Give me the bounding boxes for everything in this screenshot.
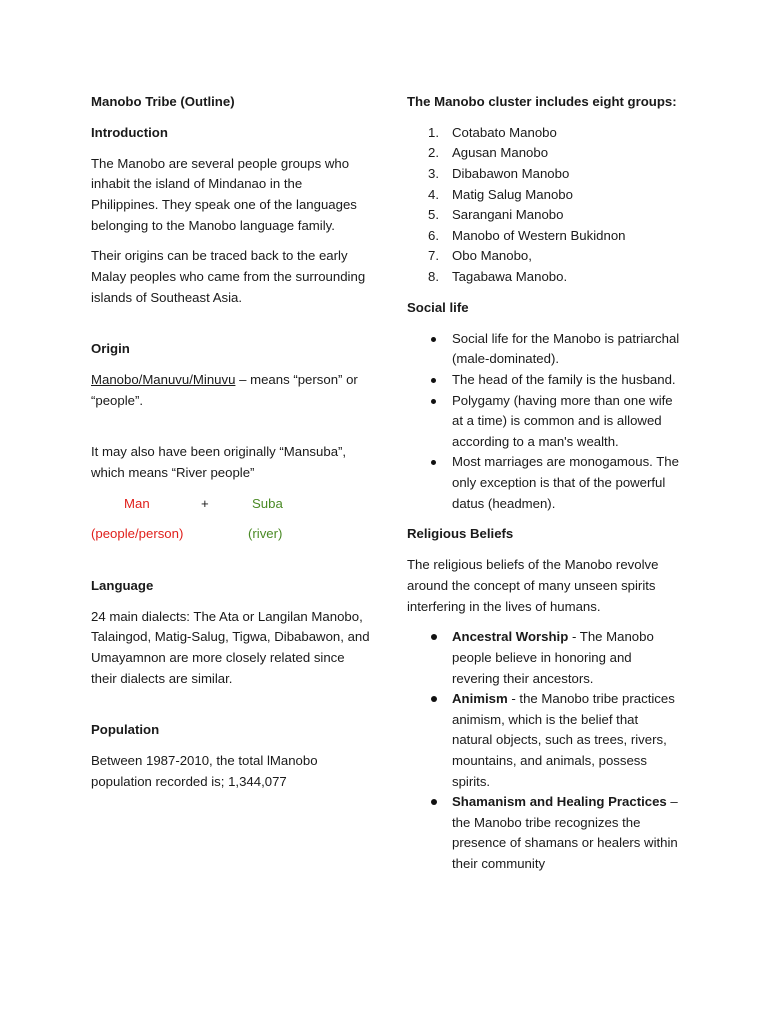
- etymology-river: (river): [248, 526, 283, 542]
- list-number: 5.: [428, 207, 439, 223]
- list-item: [407, 185, 682, 206]
- social-life-heading: Social life: [407, 299, 469, 315]
- list-number: 3.: [428, 166, 439, 182]
- list-item: [407, 792, 682, 874]
- etymology-row-meanings: [91, 524, 373, 545]
- etymology-suba: Suba: [252, 495, 283, 511]
- population-paragraph: Between 1987-2010, the total lManobo population recorded is; 1,344,077: [91, 753, 318, 789]
- list-number: 8.: [428, 269, 439, 285]
- bullet-text: Polygamy (having more than one wife at a time) is common and is allowed according to a man's wealth.: [452, 392, 673, 449]
- origin-term: Manobo/Manuvu/Minuvu: [91, 372, 236, 388]
- list-number: 7.: [428, 248, 439, 264]
- bullet-icon: [431, 799, 437, 805]
- etymology-plus: +: [201, 495, 209, 511]
- list-item: [407, 370, 682, 391]
- bullet-icon: [431, 337, 436, 342]
- belief-text: - the Manobo tribe practices animism, which is the belief that natural objects, such as trees, rivers, mountains, and animals, possess spirits.: [452, 691, 675, 789]
- bullet-icon: [431, 378, 436, 383]
- belief-term: Ancestral Worship: [452, 629, 569, 645]
- list-item: [407, 143, 682, 164]
- group-name: Agusan Manobo: [452, 145, 549, 161]
- introduction-paragraph-2: Their origins can be traced back to the early Malay peoples who came from the surrounding islands of Southeast Asia.: [91, 248, 366, 305]
- list-item: [407, 246, 682, 267]
- language-paragraph: 24 main dialects: The Ata or Langilan Manobo, Talaingod, Matig-Salug, Tigwa, Dibabawon, and Umayamnon are more closely related since their dialects are similar.: [91, 608, 370, 686]
- group-name: Tagabawa Manobo.: [452, 269, 568, 285]
- list-item: [407, 452, 682, 514]
- list-item: [407, 267, 682, 288]
- belief-text: – the Manobo tribe recognizes the presence of shamans or healers within their community: [452, 794, 678, 871]
- group-name: Manobo of Western Bukidnon: [452, 227, 626, 243]
- list-item: [407, 123, 682, 144]
- bullet-text: Most marriages are monogamous. The only exception is that of the powerful datus (headmen).: [452, 454, 679, 511]
- group-name: Sarangani Manobo: [452, 207, 564, 223]
- group-name: Matig Salug Manobo: [452, 186, 573, 202]
- social-life-list: [407, 329, 682, 514]
- origin-paragraph-2: It may also have been originally “Mansuba”, which means “River people”: [91, 444, 347, 480]
- list-item: [407, 627, 682, 689]
- etymology-row-words: [91, 494, 373, 515]
- etymology-man: Man: [124, 495, 150, 511]
- list-number: 6.: [428, 227, 439, 243]
- group-name: Dibabawon Manobo: [452, 166, 570, 182]
- list-item: [407, 164, 682, 185]
- religious-beliefs-heading: Religious Beliefs: [407, 526, 514, 542]
- belief-term: Animism: [452, 691, 508, 707]
- introduction-heading: Introduction: [91, 124, 168, 140]
- list-number: 2.: [428, 145, 439, 161]
- religious-beliefs-paragraph: The religious beliefs of the Manobo revolve around the concept of many unseen spirits interfering in the lives of humans.: [407, 557, 659, 614]
- list-item: [407, 329, 682, 370]
- bullet-icon: [431, 460, 436, 465]
- group-name: Obo Manobo,: [452, 248, 532, 264]
- list-item: [407, 689, 682, 792]
- list-number: 4.: [428, 186, 439, 202]
- groups-heading: The Manobo cluster includes eight groups:: [407, 94, 677, 109]
- list-item: [407, 226, 682, 247]
- introduction-paragraph-1: The Manobo are several people groups who inhabit the island of Mindanao in the Philippines. They speak one of the languages belonging to the Manobo language family.: [91, 155, 357, 233]
- beliefs-list: [407, 627, 682, 874]
- bullet-text: Social life for the Manobo is patriarchal (male-dominated).: [452, 330, 680, 367]
- group-name: Cotabato Manobo: [452, 124, 557, 140]
- language-heading: Language: [91, 577, 154, 593]
- groups-list: [407, 123, 682, 288]
- list-item: [407, 391, 682, 453]
- population-heading: Population: [91, 722, 160, 738]
- etymology-people-person: (people/person): [91, 526, 184, 542]
- belief-term: Shamanism and Healing Practices: [452, 794, 667, 810]
- origin-heading: Origin: [91, 341, 130, 357]
- list-number: 1.: [428, 124, 439, 140]
- bullet-icon: [431, 399, 436, 404]
- origin-paragraph-1: [91, 370, 373, 411]
- document-title: Manobo Tribe (Outline): [91, 94, 235, 109]
- right-column: [407, 92, 682, 875]
- bullet-icon: [431, 696, 437, 702]
- bullet-text: The head of the family is the husband.: [452, 372, 676, 388]
- list-item: [407, 205, 682, 226]
- belief-text: - The Manobo people believe in honoring and revering their ancestors.: [452, 629, 654, 686]
- bullet-icon: [431, 634, 437, 640]
- origin-meaning: – means “person” or “people”.: [91, 372, 358, 408]
- left-column: [91, 92, 373, 792]
